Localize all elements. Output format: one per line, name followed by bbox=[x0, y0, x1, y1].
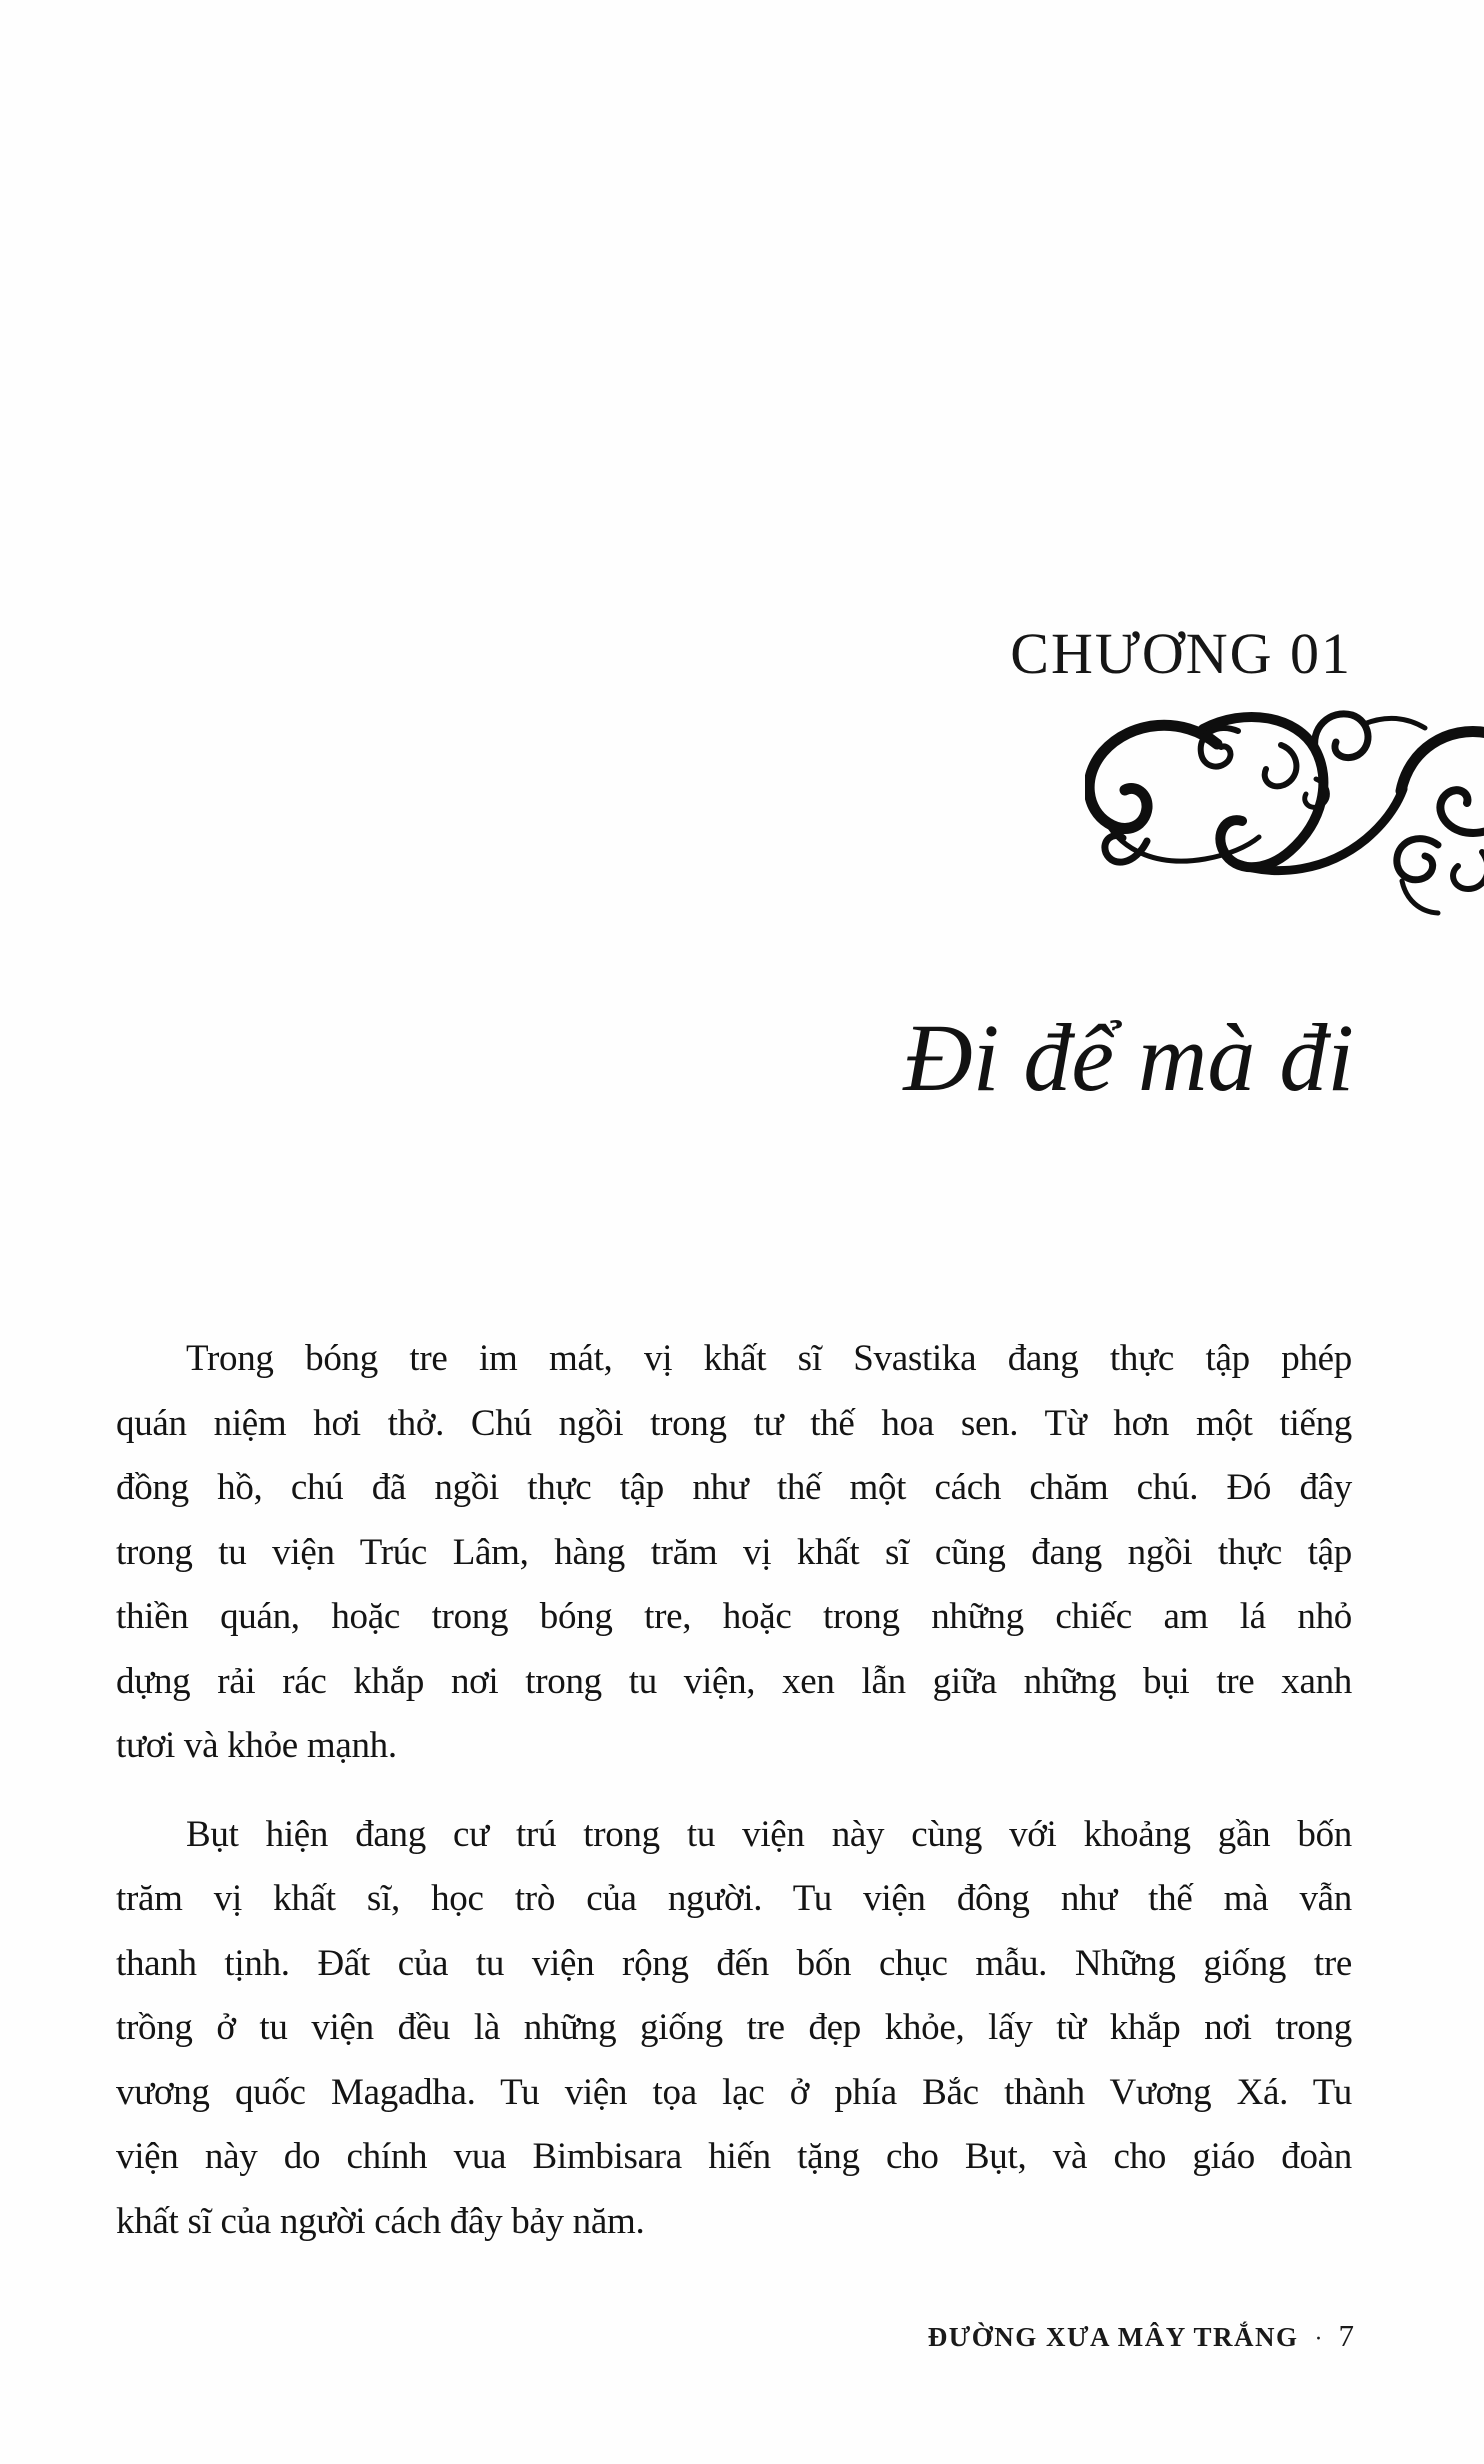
text-line: khất sĩ của người cách đây bảy năm. bbox=[116, 2200, 645, 2242]
text-line: Trong bóng tre im mát, vị khất sĩ Svastika đang thực tập phép bbox=[186, 1338, 1352, 1379]
calligraphic-flourish-icon bbox=[1085, 700, 1484, 918]
footer-separator: · bbox=[1314, 2326, 1323, 2352]
page-number: 7 bbox=[1338, 2318, 1354, 2353]
text-line: quán niệm hơi thở. Chú ngồi trong tư thế hoa sen. Từ hơn một tiếng bbox=[116, 1402, 1352, 1444]
text-line: thiền quán, hoặc trong bóng tre, hoặc trong những chiếc am lá nhỏ bbox=[116, 1596, 1352, 1637]
text-line: trăm vị khất sĩ, học trò của người. Tu viện đông như thế mà vẫn bbox=[116, 1878, 1352, 1919]
paragraph bbox=[116, 1327, 1352, 1779]
chapter-heading: CHƯƠNG 01 bbox=[1010, 621, 1352, 686]
text-line: đồng hồ, chú đã ngồi thực tập như thế một cách chăm chú. Đó đây bbox=[116, 1467, 1352, 1508]
text-line: Bụt hiện đang cư trú trong tu viện này cùng với khoảng gần bốn bbox=[186, 1813, 1352, 1855]
body-text bbox=[116, 1327, 1352, 2254]
text-line: trồng ở tu viện đều là những giống tre đẹp khỏe, lấy từ khắp nơi trong bbox=[116, 2007, 1352, 2048]
page-footer bbox=[928, 2318, 1354, 2354]
text-line: thanh tịnh. Đất của tu viện rộng đến bốn chục mẫu. Những giống tre bbox=[116, 1942, 1352, 1984]
text-line: trong tu viện Trúc Lâm, hàng trăm vị khất sĩ cũng đang ngồi thực tập bbox=[116, 1531, 1352, 1573]
text-line: tươi và khỏe mạnh. bbox=[116, 1725, 397, 1766]
text-line: viện này do chính vua Bimbisara hiến tặng cho Bụt, và cho giáo đoàn bbox=[116, 2136, 1352, 2177]
text-line: dựng rải rác khắp nơi trong tu viện, xen lẫn giữa những bụi tre xanh bbox=[116, 1660, 1352, 1702]
paragraph bbox=[116, 1803, 1352, 2255]
chapter-title: Đi để mà đi bbox=[903, 1004, 1354, 1111]
running-title: ĐƯỜNG XƯA MÂY TRẮNG bbox=[927, 2322, 1299, 2352]
text-line: vương quốc Magadha. Tu viện tọa lạc ở phía Bắc thành Vương Xá. Tu bbox=[116, 2071, 1352, 2113]
